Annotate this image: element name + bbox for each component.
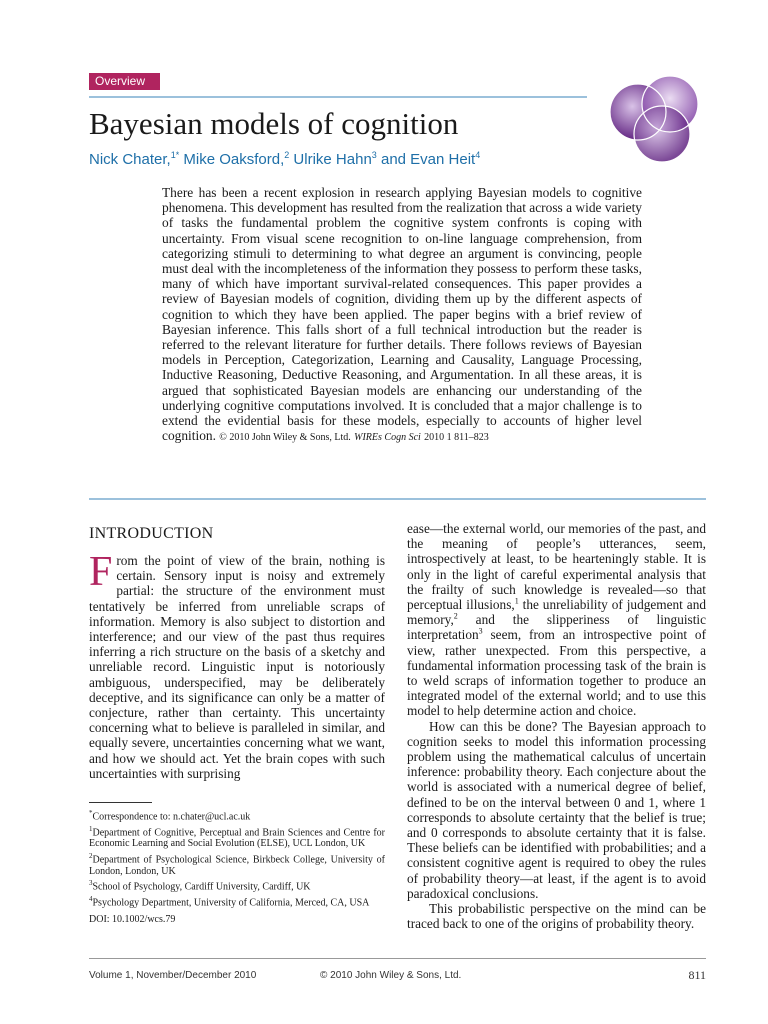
footer-rule: [89, 958, 706, 959]
author-list: [89, 150, 480, 168]
body-paragraph: ease—the external world, our memories of the past, and the meaning of people’s utterances, seem, introspectively at least, to be hearteningly stable. It is only in the light of careful experimental analysis that the frailty of such knowledge is revealed—so that perceptual illusions,$^1$ the unreliability of judgement and memory,$^2$ and the slipperiness of linguistic interpretation$^3$ seem, from an introspective point of view, rather unexpected. From this perspective, a fundamental information processing task of the brain is to weld scraps of information together to produce an integrated model of the external world; and to use this model to help determine action and choice.: [407, 521, 706, 719]
footnote: $^4$Psychology Department, University of California, Merced, CA, USA: [89, 894, 370, 909]
author-name: Nick Chater,: [89, 151, 171, 168]
footnote: $^1$Department of Cognitive, Perceptual and Brain Sciences and Centre for Economic Learning and Social Evolution (ELSE), UCL London, UK: [89, 824, 385, 850]
intro-paragraph: [89, 549, 385, 781]
drop-cap: F: [89, 549, 113, 595]
abstract-journal: WIREs Cogn Sci: [354, 432, 421, 444]
citation-mark: 2: [453, 611, 458, 621]
section-heading: INTRODUCTION: [89, 525, 214, 542]
body-paragraph: How can this be done? The Bayesian approach to cognition seeks to model this information processing problem using the mathematical calculus of uncertain inference: probability theory. Each conjecture about the world is associated with a numerical degree of belief, defined to be on the interval between 0 and 1, where 1 corresponds to absolute certainty that the belief is true; and 0 corresponds to absolute certainty that it is false. These beliefs can be identified with probabilities; and a consistent cognitive agent is required to obey the rules of probability theory—at least, if the agent is to avoid paradoxical conclusions.: [407, 718, 706, 901]
header-rule: [89, 96, 587, 98]
body-paragraph: This probabilistic perspective on the mind can be traced back to one of the origins of probability theory.: [407, 901, 706, 932]
page-number: 811: [688, 968, 706, 982]
right-column: [407, 521, 706, 931]
author-affiliation-mark: 1*: [170, 150, 180, 160]
abstract-citation: 2010 1 811–823: [424, 432, 489, 444]
author-name: and Evan Heit: [376, 151, 476, 168]
footnotes: [89, 808, 385, 927]
author-affiliation-mark: 4: [475, 150, 481, 160]
author-affiliation-mark: 3: [371, 150, 377, 160]
footnote: $^3$School of Psychology, Cardiff University, Cardiff, UK: [89, 879, 311, 893]
author-affiliation-mark: 2: [284, 150, 290, 160]
footer-copyright: © 2010 John Wiley & Sons, Ltd.: [320, 970, 462, 981]
footnote: *Correspondence to: n.chater@ucl.ac.uk: [89, 809, 251, 823]
abstract: [162, 185, 642, 445]
abstract-rule: [89, 498, 706, 500]
venn-logo-icon: [600, 72, 710, 168]
left-column: [89, 525, 385, 781]
footnote-rule: [89, 802, 152, 803]
author-name: Mike Oaksford,: [179, 151, 285, 168]
author-name: Ulrike Hahn: [289, 151, 372, 168]
citation-mark: 1: [514, 596, 519, 606]
doi: DOI: 10.1002/wcs.79: [89, 914, 176, 926]
abstract-text: There has been a recent explosion in research applying Bayesian models to cognitive phenomena. This development has resulted from the realization that across a wide variety of tasks the fundamental problem the cognitive system confronts is coping with uncertainty. From visual scene recognition to on-line language comprehension, from categorizing stimuli to determining to what degree an argument is convincing, people must deal with the incompleteness of the information they possess to perform these tasks, many of which have important survival-related consequences. This paper provides a review of Bayesian models of cognition, dividing them up by the different aspects of cognition to which they have been applied. The paper begins with a brief review of Bayesian inference. This falls short of a full technical introduction but the reader is referred to the relevant literature for further details. There follows reviews of Bayesian models in Perception, Categorization, Learning and Causality, Language Processing, Inductive Reasoning, Deductive Reasoning, and Argumentation. In all these areas, it is argued that sophisticated Bayesian models are enhancing our understanding of the underlying cognitive computations involved. It is concluded that a major challenge is to extend the evidential basis for these models, especially to accounts of higher level cognition.: [162, 185, 642, 444]
footer-volume: Volume 1, November/December 2010: [89, 970, 257, 981]
abstract-copyright: © 2010 John Wiley & Sons, Ltd.: [219, 432, 351, 444]
intro-text: rom the point of view of the brain, nothing is certain. Sensory input is noisy and extremely partial: the structure of the environment must tentatively be inferred from unreliable scraps of information. Memory is also subject to distortion and interference; and our view of the past thus requires inferring a rich structure on the basis of a sketchy and unreliable record. Linguistic input is notoriously ambiguous, underspecified, may be deliberately deceptive, and its significance can only be a matter of conjecture, rather than certainty. This uncertainty concerning what to believe is paralleled in similar, and equally severe, uncertainties concerning what we want, and how we should act. Yet the brain copes with such uncertainties with surprising: [89, 553, 385, 781]
article-title: Bayesian models of cognition: [89, 106, 459, 141]
overview-tag: Overview: [89, 73, 160, 90]
citation-mark: 3: [478, 627, 483, 636]
footnote: $^2$Department of Psychological Science, Birkbeck College, University of London, London, UK: [89, 851, 385, 877]
